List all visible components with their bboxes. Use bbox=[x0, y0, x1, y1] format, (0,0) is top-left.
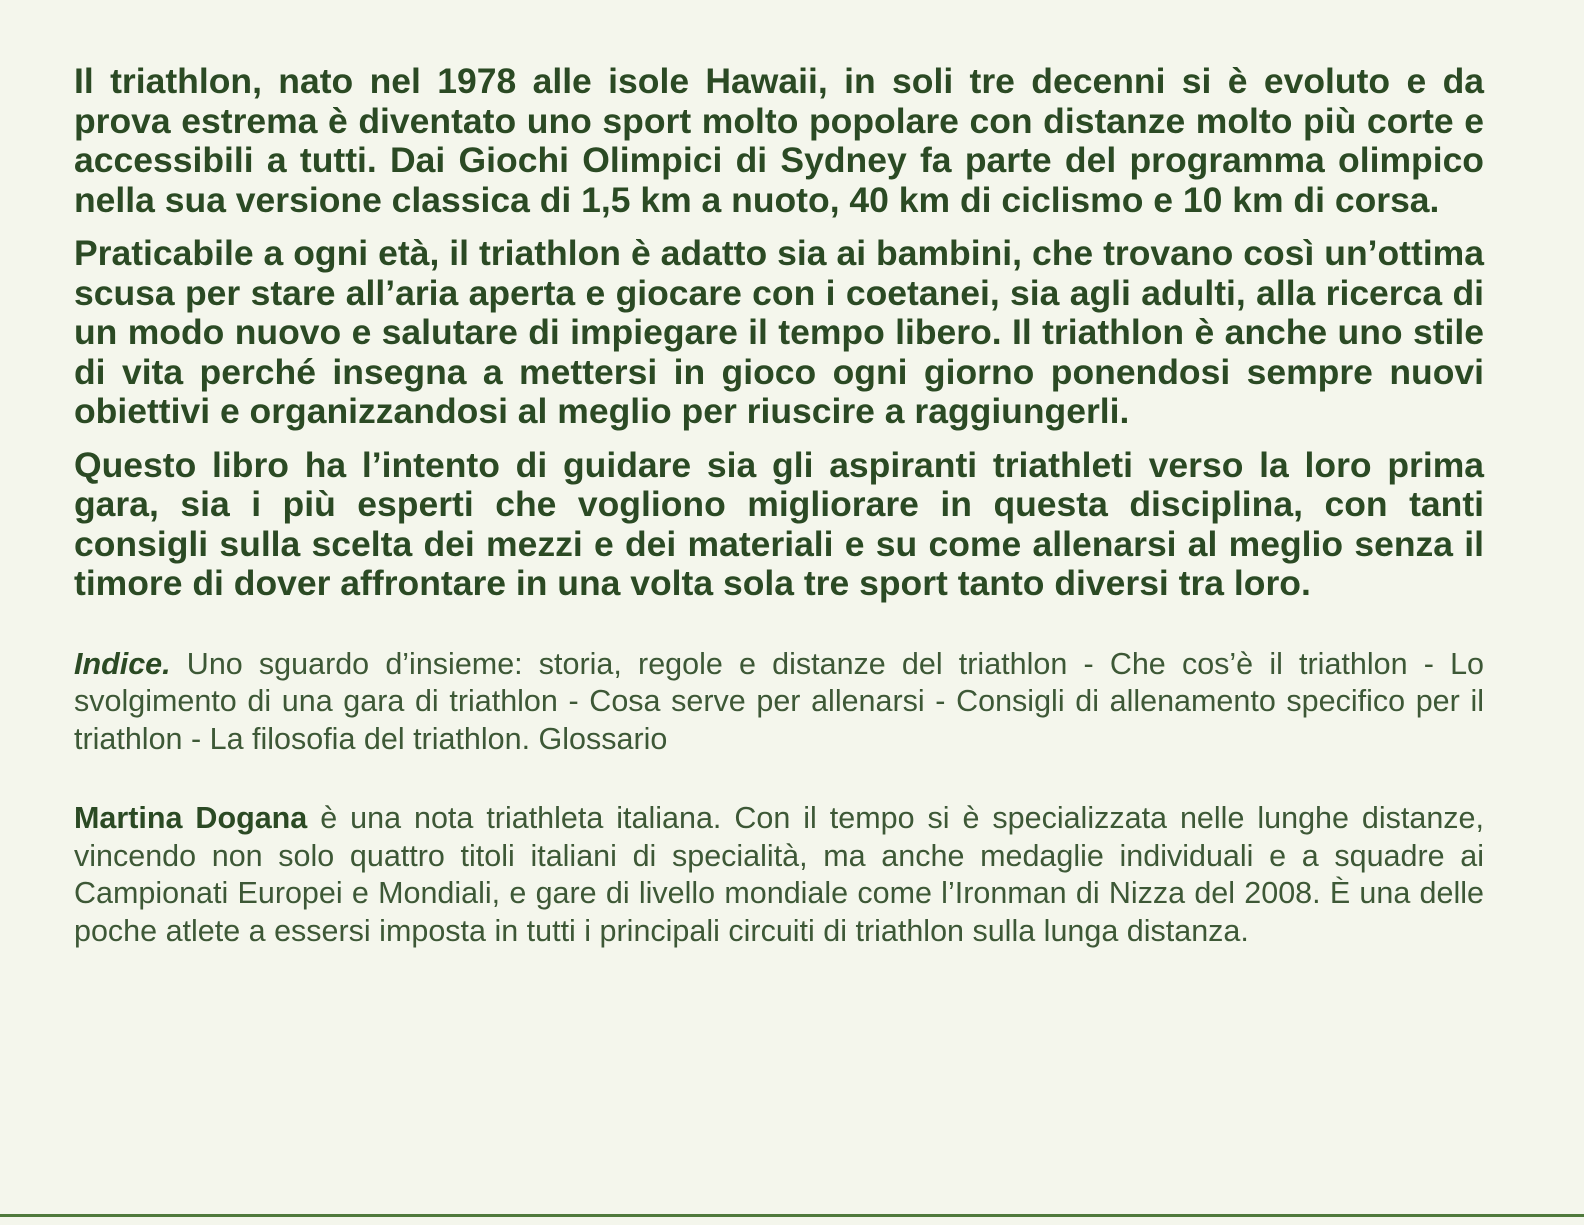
indice-text: Uno sguardo d’insieme: storia, regole e distanze del triathlon - Che cos’è il triathlon - Lo svolgimento di una gara di triathlon - Cosa serve per allenarsi - Consigli di allenamento specifico per il triathlon - La filosofia del triathlon. Glossario bbox=[74, 646, 1484, 756]
bottom-divider bbox=[0, 1214, 1584, 1217]
author-paragraph bbox=[74, 800, 1484, 950]
indice-paragraph bbox=[74, 646, 1484, 759]
table-of-contents bbox=[74, 646, 1484, 759]
indice-label: Indice. bbox=[74, 646, 171, 681]
audience-paragraph: Praticabile a ogni età, il triathlon è adatto sia ai bambini, che trovano così un’ottima scusa per stare all’aria aperta e giocare con i coetanei, sia agli adulti, alla ricerca di un modo nuovo e salutare di impiegare il tempo libero. Il triathlon è anche uno stile di vita perché insegna a mettersi in gioco ogni giorno ponendosi sempre nuovi obiettivi e organizzandosi al meglio per riuscire a raggiungerli. bbox=[74, 233, 1484, 431]
author-bio-text: è una nota triathleta italiana. Con il tempo si è specializzata nelle lunghe distanze, vincendo non solo quattro titoli italiani di specialità, ma anche medaglie individuali e a squadre ai Campionati Europei e Mondiali, e gare di livello mondiale come l’Ironman di Nizza del 2008. È una delle poche atlete a essersi imposta in tutti i principali circuiti di triathlon sulla lunga distanza. bbox=[74, 801, 1484, 948]
intro-paragraph: Il triathlon, nato nel 1978 alle isole Hawaii, in soli tre decenni si è evoluto e da prova estrema è diventato uno sport molto popolare con distanze molto più corte e accessibili a tutti. Dai Giochi Olimpici di Sydney fa parte del programma olimpico nella sua versione classica di 1,5 km a nuoto, 40 km di ciclismo e 10 km di corsa. bbox=[74, 61, 1484, 220]
author-bio bbox=[74, 800, 1484, 950]
author-name: Martina Dogana bbox=[74, 801, 308, 835]
book-purpose-paragraph: Questo libro ha l’intento di guidare sia gli aspiranti triathleti verso la loro prima gara, sia i più esperti che vogliono migliorare in questa disciplina, con tanti consigli sulla scelta dei mezzi e dei materiali e su come allenarsi al meglio senza il timore di dover affrontare in una volta sola tre sport tanto diversi tra loro. bbox=[74, 444, 1484, 603]
back-cover-text bbox=[74, 62, 1484, 950]
